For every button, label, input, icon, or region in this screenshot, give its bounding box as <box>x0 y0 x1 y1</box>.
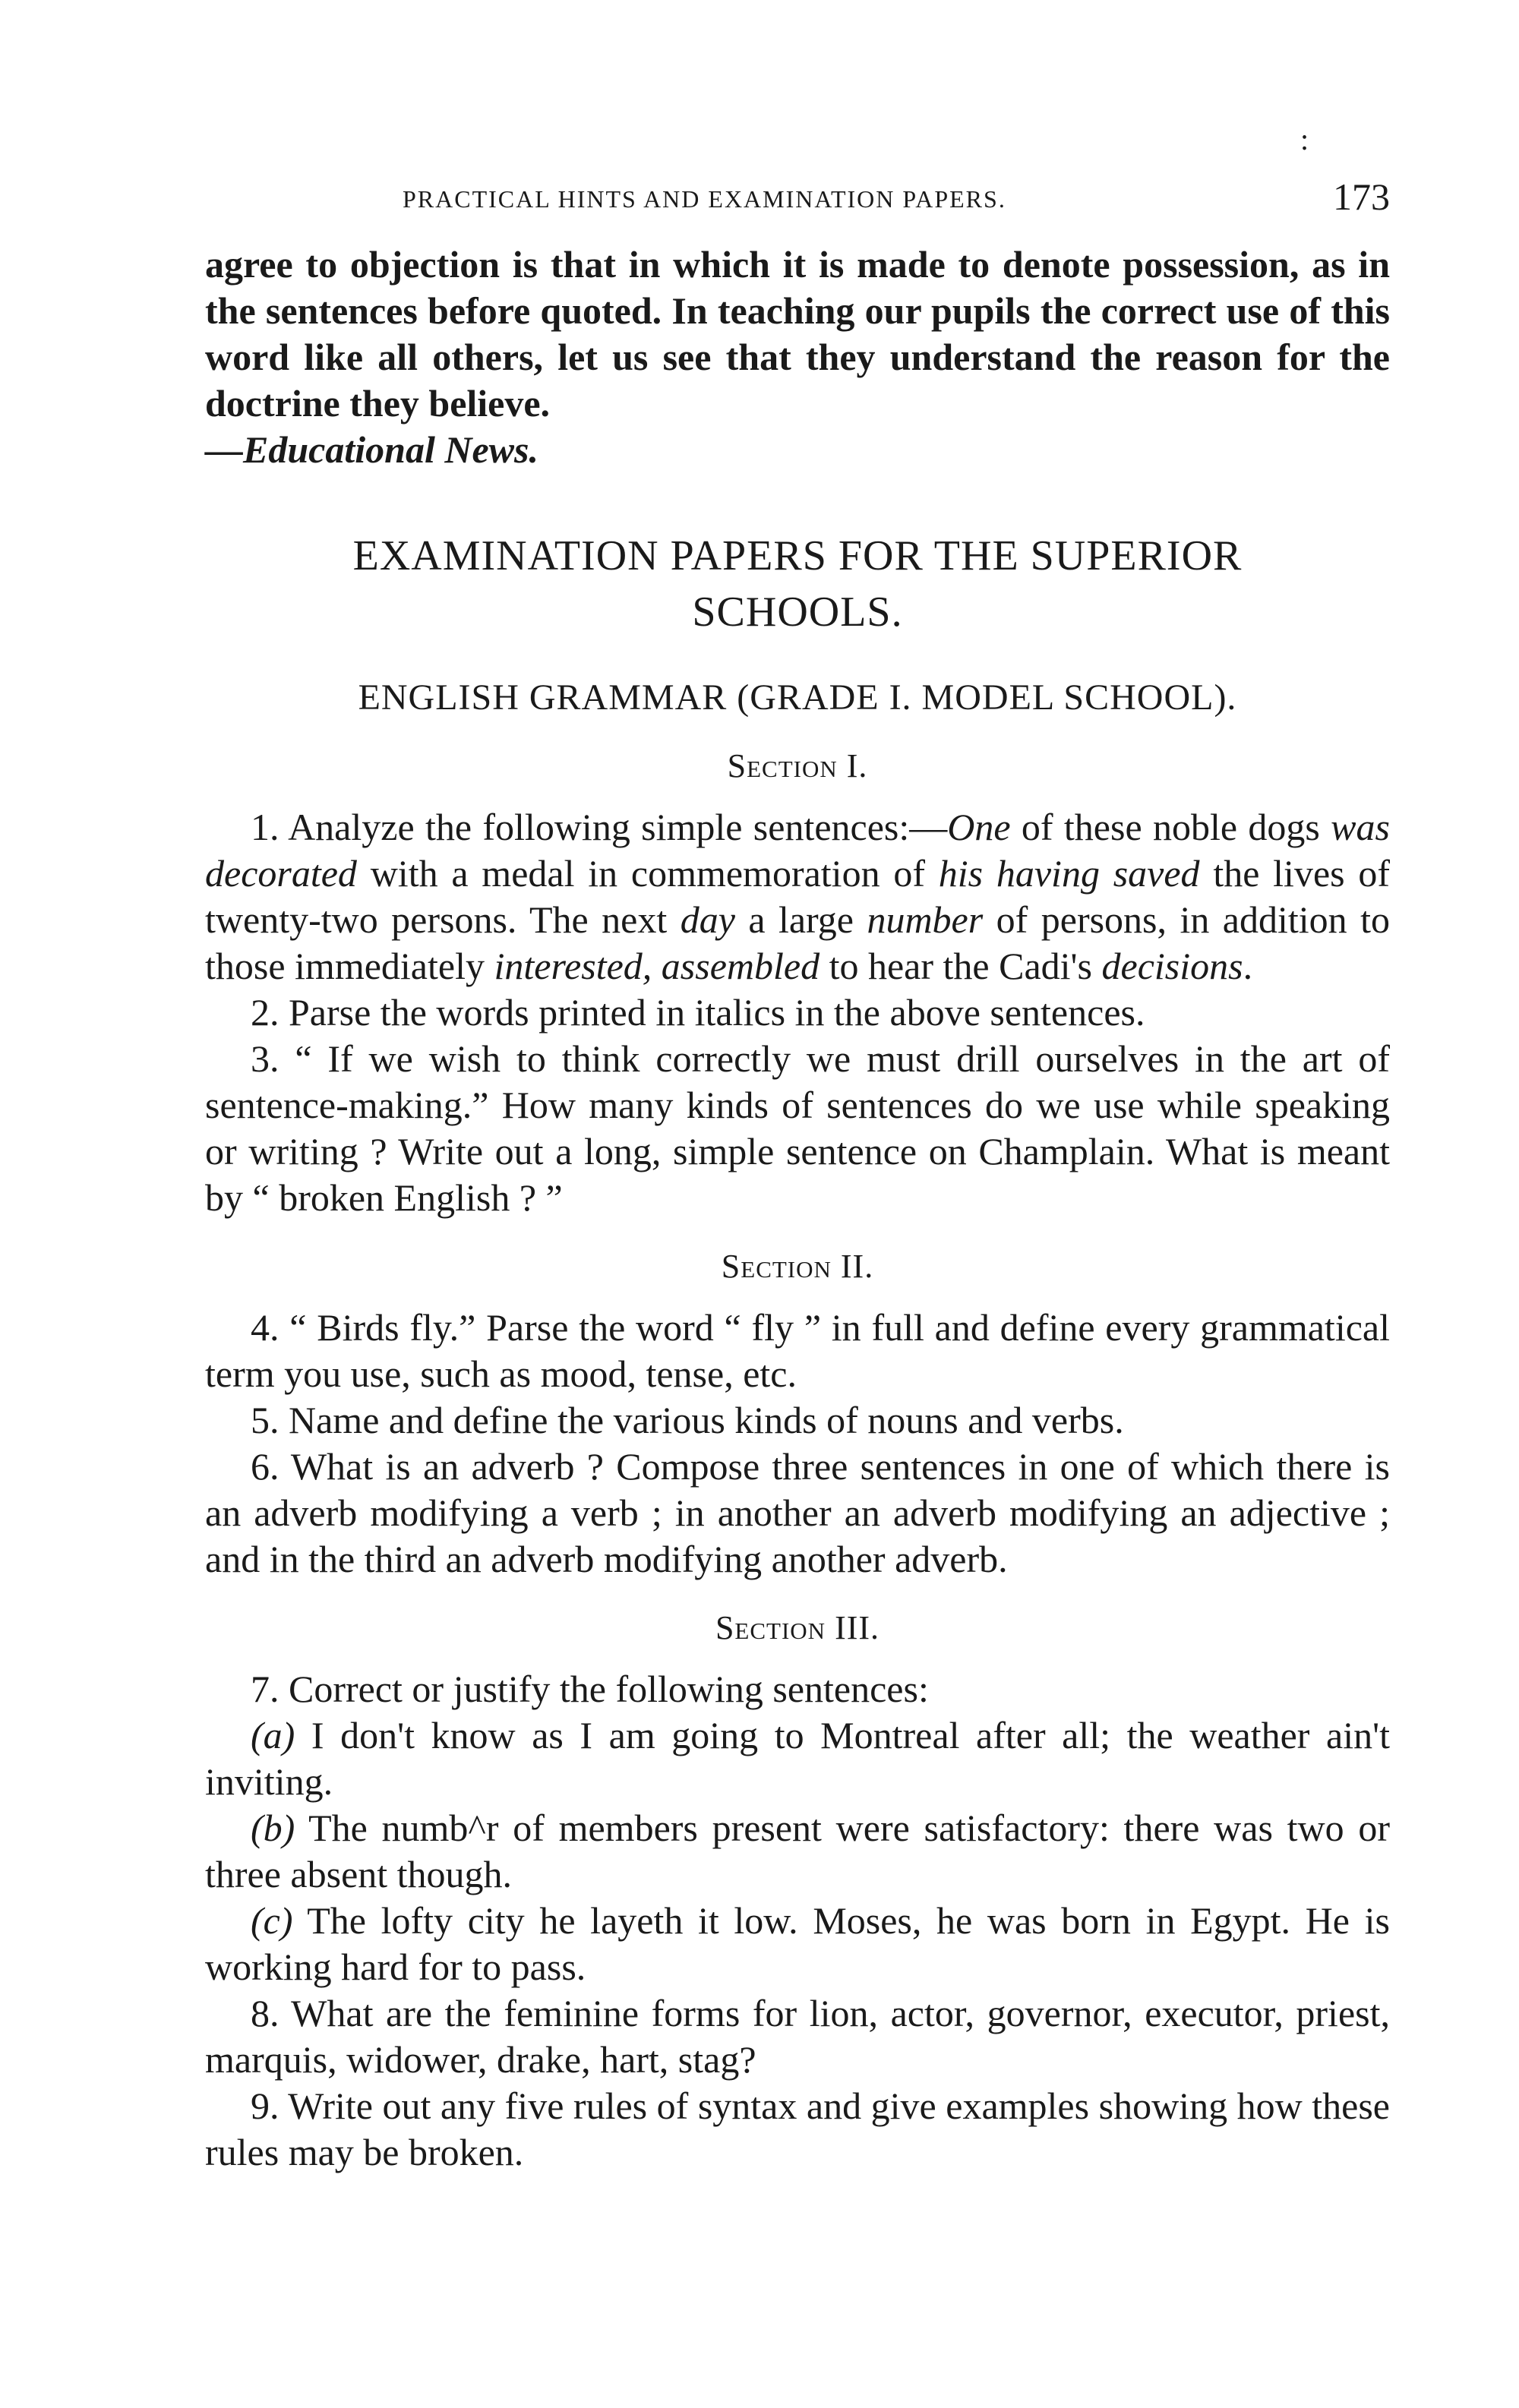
stray-mark: : <box>1300 122 1309 156</box>
q1-italic: interested, assembled <box>494 945 820 987</box>
q1-italic: number <box>867 898 984 941</box>
question-7b <box>205 1805 1390 1898</box>
q1-italic: day <box>680 898 735 941</box>
q1-text: the lives of twenty-two persons. The next <box>205 852 1391 941</box>
q7b-text: The numb^r of members present were satisfactory: there was two or three absent though. <box>205 1807 1390 1895</box>
question-7c <box>205 1898 1390 1990</box>
question-2: 2. Parse the words printed in italics in the above sentences. <box>251 991 1145 1034</box>
question-4: 4. “ Birds fly.” Parse the word “ fly ” in full and define every grammatical term you use, such as mood, tense, etc. <box>205 1306 1390 1395</box>
page <box>205 175 1390 2176</box>
q1-text: 1. Analyze the following simple sentences:— <box>251 806 948 848</box>
question-7a <box>205 1712 1390 1805</box>
question-5: 5. Name and define the various kinds of nouns and verbs. <box>251 1399 1124 1441</box>
source-citation: —Educational News. <box>205 428 538 471</box>
q1-text: with a medal in commemoration of <box>356 852 939 895</box>
question-1 <box>205 804 1390 989</box>
intro-paragraph: agree to objection is that in which it is made to denote possession, as in the sentences before quoted. In teaching our pupils the correct use of this word like all others, let us see that they understand the reason for the doctrine they believe. <box>205 243 1390 424</box>
section-title-2: Section II. <box>721 1248 874 1285</box>
q7b-label: (b) <box>251 1807 295 1849</box>
q7a-text: I don't know as I am going to Montreal after all; the weather ain't inviting. <box>205 1714 1390 1803</box>
running-head <box>205 175 1390 228</box>
q1-italic: his having saved <box>938 852 1200 895</box>
question-8: 8. What are the feminine forms for lion, actor, governor, executor, priest, marquis, widower, drake, hart, stag? <box>205 1992 1390 2081</box>
question-3: 3. “ If we wish to think correctly we must drill ourselves in the art of sentence-making.” How many kinds of sentences do we use while speaking or writing ? Write out a long, simple sentence on Champlain. What is meant by “ broken English ? ” <box>205 1037 1390 1219</box>
subject-heading: ENGLISH GRAMMAR (GRADE I. MODEL SCHOOL). <box>358 677 1237 718</box>
q1-text: of these noble dogs <box>1010 806 1331 848</box>
q7a-label: (a) <box>251 1714 295 1756</box>
section-title-1: Section I. <box>727 747 868 784</box>
q1-text: . <box>1243 945 1253 987</box>
running-title: PRACTICAL HINTS AND EXAMINATION PAPERS. <box>403 185 1006 213</box>
question-9: 9. Write out any five rules of syntax and give examples showing how these rules may be broken. <box>205 2085 1390 2173</box>
q1-italic: decisions <box>1101 945 1243 987</box>
question-6: 6. What is an adverb ? Compose three sentences in one of which there is an adverb modifying a verb ; in another an adverb modifying an adjective ; and in the third an adverb modifying another adverb. <box>205 1445 1390 1580</box>
q1-italic: was decorated <box>205 806 1390 895</box>
page-number: 173 <box>1333 175 1390 218</box>
main-heading <box>205 528 1390 640</box>
q1-text: to hear the Cadi's <box>820 945 1102 987</box>
q7c-text: The lofty city he layeth it low. Moses, he was born in Egypt. He is working hard for to pass. <box>205 1899 1390 1988</box>
question-7: 7. Correct or justify the following sentences: <box>251 1668 929 1710</box>
q7c-label: (c) <box>251 1899 293 1942</box>
main-heading-line2: SCHOOLS. <box>692 589 903 636</box>
section-title-3: Section III. <box>715 1609 880 1646</box>
q1-italic: One <box>947 806 1011 848</box>
q1-text: a large <box>734 898 867 941</box>
q1-text: of persons, in addition to those immediately <box>205 898 1390 987</box>
main-heading-line1: EXAMINATION PAPERS FOR THE SUPERIOR <box>352 532 1243 579</box>
